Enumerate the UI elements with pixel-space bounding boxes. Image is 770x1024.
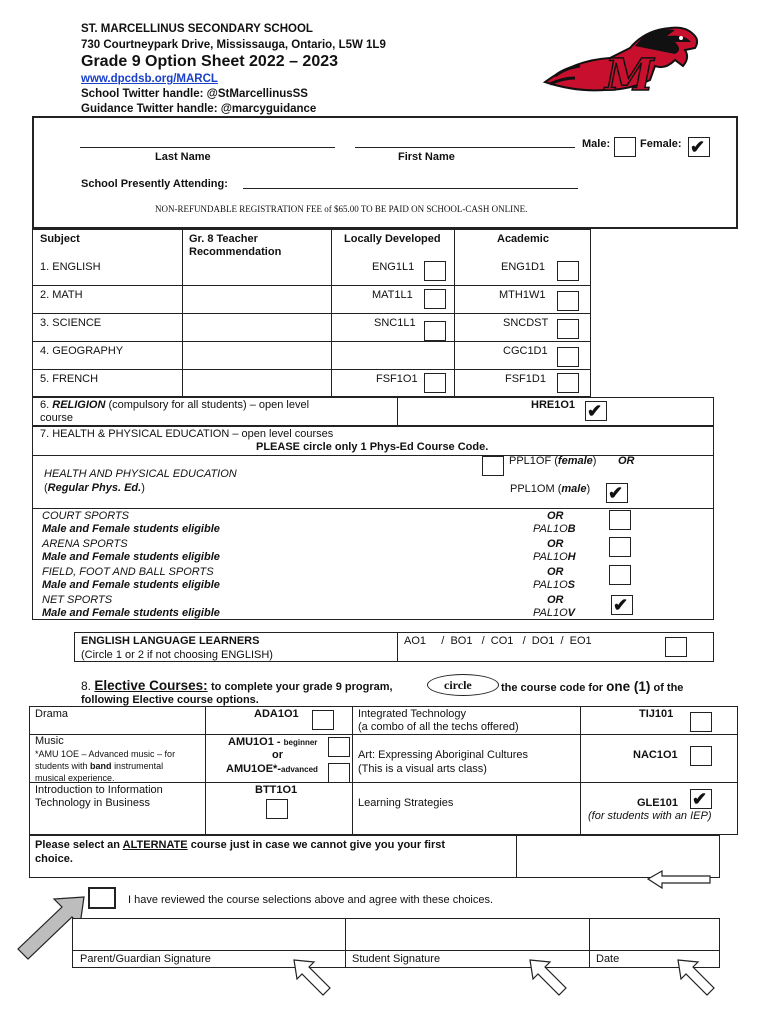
net-sports-eligible: Male and Female students eligible <box>42 607 220 619</box>
learning-strategies-label: Learning Strategies <box>358 797 454 809</box>
code-hre1o1[interactable]: HRE1O1 <box>531 399 576 411</box>
first-name-line[interactable] <box>355 147 575 148</box>
parent-signature-label: Parent/Guardian Signature <box>80 953 211 965</box>
amu1oe-checkbox[interactable] <box>328 763 350 783</box>
subject-science: 3. SCIENCE <box>40 317 102 329</box>
ppl1om-check-mark-icon: ✔ <box>608 483 624 503</box>
school-name: ST. MARCELLINUS SECONDARY SCHOOL <box>81 23 313 35</box>
arena-or: OR <box>547 538 564 550</box>
pal1ob-checkbox[interactable] <box>609 510 631 530</box>
code-eng1l1[interactable]: ENG1L1 <box>372 261 415 273</box>
code-pal1ob[interactable]: PAL1OB <box>533 523 576 535</box>
school-attending-line[interactable] <box>243 188 578 189</box>
code-gle101[interactable]: GLE101 <box>637 797 678 809</box>
male-checkbox[interactable] <box>614 137 636 157</box>
arrow-left-icon <box>644 869 714 893</box>
code-eng1d1[interactable]: ENG1D1 <box>501 261 546 273</box>
parent-signature-field[interactable] <box>73 919 344 949</box>
agree-text: I have reviewed the course selections above and agree with these choices. <box>128 894 494 906</box>
code-amu1o1[interactable]: AMU1O1 - beginner <box>228 736 318 748</box>
ppl1of-checkbox[interactable] <box>482 456 504 476</box>
female-check-mark-icon: ✔ <box>690 137 706 157</box>
field-sports-label: FIELD, FOOT AND BALL SPORTS <box>42 566 214 578</box>
music-note: *AMU 1OE – Advanced music – for students with band instrumental musical experience. <box>35 749 176 783</box>
arena-sports-eligible: Male and Female students eligible <box>42 551 220 563</box>
code-mat1l1[interactable]: MAT1L1 <box>372 289 413 301</box>
code-btt1o1[interactable]: BTT1O1 <box>255 784 298 796</box>
eng1d1-checkbox[interactable] <box>557 261 579 281</box>
fsf1o1-checkbox[interactable] <box>424 373 446 393</box>
gle101-note: (for students with an IEP) <box>588 810 712 822</box>
religion-label-wrap: course <box>40 412 74 424</box>
code-snc1l1[interactable]: SNC1L1 <box>374 317 416 329</box>
music-label: Music <box>35 735 64 747</box>
sncdst-checkbox[interactable] <box>557 319 579 339</box>
header-academic: Academic <box>497 233 549 245</box>
school-attending-label: School Presently Attending: <box>81 178 228 190</box>
school-logo <box>535 20 705 100</box>
first-name-label: First Name <box>398 151 455 163</box>
logo-letter: M <box>605 50 654 101</box>
electives-subheader: following Elective course options. <box>81 694 259 706</box>
ell-codes[interactable]: AO1 / BO1 / CO1 / DO1 / EO1 <box>404 635 592 647</box>
cgc1d1-checkbox[interactable] <box>557 347 579 367</box>
guidance-twitter: Guidance Twitter handle: @marcyguidance <box>81 103 317 115</box>
header-recommendation: Gr. 8 Teacher Recommendation <box>189 233 282 258</box>
circle-word: circle <box>444 678 472 692</box>
arrow-up-left-icon <box>676 958 718 998</box>
code-sncdst[interactable]: SNCDST <box>503 317 549 329</box>
student-signature-field[interactable] <box>346 919 588 949</box>
integrated-tech-label: Integrated Technology <box>358 708 467 720</box>
hpe-subtitle: (Regular Phys. Ed.) <box>44 482 145 494</box>
or-label: OR <box>618 455 635 467</box>
code-ppl1of[interactable]: PPL1OF (female) <box>509 455 597 467</box>
code-pal1ov[interactable]: PAL1OV <box>533 607 575 619</box>
header-subject: Subject <box>40 233 80 245</box>
btt1o1-checkbox[interactable] <box>266 799 288 819</box>
subject-english: 1. ENGLISH <box>40 261 101 273</box>
header-locally-developed: Locally Developed <box>344 233 441 245</box>
code-pal1os[interactable]: PAL1OS <box>533 579 575 591</box>
subject-math: 2. MATH <box>40 289 83 301</box>
nac1o1-checkbox[interactable] <box>690 746 712 766</box>
intro-it-label-2: Technology in Business <box>35 797 150 809</box>
art-note: (This is a visual arts class) <box>358 763 487 775</box>
field-or: OR <box>547 566 564 578</box>
ada1o1-checkbox[interactable] <box>312 710 334 730</box>
amu1o1-checkbox[interactable] <box>328 737 350 757</box>
gle101-check-mark-icon: ✔ <box>692 789 708 809</box>
phys-ed-title: 7. HEALTH & PHYSICAL EDUCATION – open level courses <box>40 428 334 440</box>
fee-note: NON-REFUNDABLE REGISTRATION FEE of $65.00 TO BE PAID ON SCHOOL-CASH ONLINE. <box>155 204 528 214</box>
electives-header-tail: the course code for one (1) of the <box>501 679 684 694</box>
arrow-up-left-icon <box>292 958 334 998</box>
agree-checkbox[interactable] <box>88 887 116 909</box>
code-ada1o1[interactable]: ADA1O1 <box>254 708 299 720</box>
intro-it-label: Introduction to Information <box>35 784 163 796</box>
field-sports-eligible: Male and Female students eligible <box>42 579 220 591</box>
code-cgc1d1[interactable]: CGC1D1 <box>503 345 548 357</box>
hpe-title: HEALTH AND PHYSICAL EDUCATION <box>44 468 237 480</box>
art-label: Art: Expressing Aboriginal Cultures <box>358 749 528 761</box>
code-amu1oe[interactable]: AMU1OE*-advanced <box>226 763 318 775</box>
date-field[interactable] <box>590 919 719 949</box>
ell-checkbox[interactable] <box>665 637 687 657</box>
ell-subtitle: (Circle 1 or 2 if not choosing ENGLISH) <box>81 649 273 661</box>
religion-label: 6. RELIGION (compulsory for all students) – open level <box>40 399 310 411</box>
ell-title: ENGLISH LANGUAGE LEARNERS <box>81 635 260 647</box>
fsf1d1-checkbox[interactable] <box>557 373 579 393</box>
mat1l1-checkbox[interactable] <box>424 289 446 309</box>
page-title: Grade 9 Option Sheet 2022 – 2023 <box>81 53 339 70</box>
tij101-checkbox[interactable] <box>690 712 712 732</box>
hre1o1-check-mark-icon: ✔ <box>587 401 603 421</box>
female-label: Female: <box>640 138 682 150</box>
arena-sports-label: ARENA SPORTS <box>42 538 128 550</box>
eng1l1-checkbox[interactable] <box>424 261 446 281</box>
court-sports-label: COURT SPORTS <box>42 510 129 522</box>
music-or: or <box>272 749 283 761</box>
date-label: Date <box>596 953 620 965</box>
code-ppl1om[interactable]: PPL1OM (male) <box>510 483 591 495</box>
court-sports-eligible: Male and Female students eligible <box>42 523 220 535</box>
pal1os-checkbox[interactable] <box>609 565 631 585</box>
code-nac1o1[interactable]: NAC1O1 <box>633 749 678 761</box>
alternate-text: Please select an ALTERNATE course just in case we cannot give you your first <box>35 839 446 851</box>
last-name-label: Last Name <box>155 151 211 163</box>
code-tij101[interactable]: TIJ101 <box>639 708 674 720</box>
subject-geography: 4. GEOGRAPHY <box>40 345 124 357</box>
student-signature-label: Student Signature <box>352 953 441 965</box>
school-url-link[interactable]: www.dpcdsb.org/MARCL <box>81 73 218 85</box>
last-name-line[interactable] <box>80 147 335 148</box>
code-fsf1d1[interactable]: FSF1D1 <box>505 373 546 385</box>
pal1oh-checkbox[interactable] <box>609 537 631 557</box>
arrow-up-left-icon <box>528 958 570 998</box>
mth1w1-checkbox[interactable] <box>557 291 579 311</box>
net-or: OR <box>547 594 564 606</box>
net-sports-label: NET SPORTS <box>42 594 113 606</box>
alternate-text-2: choice. <box>35 853 73 865</box>
code-mth1w1[interactable]: MTH1W1 <box>499 289 546 301</box>
phys-ed-instruction: PLEASE circle only 1 Phys-Ed Course Code. <box>256 441 489 453</box>
code-pal1oh[interactable]: PAL1OH <box>533 551 576 563</box>
snc1l1-checkbox[interactable] <box>424 321 446 341</box>
school-twitter: School Twitter handle: @StMarcellinusSS <box>81 88 308 100</box>
subject-french: 5. FRENCH <box>40 373 99 385</box>
school-address: 730 Courtneypark Drive, Mississauga, Ontario, L5W 1L9 <box>81 39 386 51</box>
drama-label: Drama <box>35 708 69 720</box>
pal1ov-check-mark-icon: ✔ <box>613 595 629 615</box>
male-label: Male: <box>582 138 611 150</box>
integrated-tech-note: (a combo of all the techs offered) <box>358 721 519 733</box>
code-fsf1o1[interactable]: FSF1O1 <box>376 373 418 385</box>
court-or: OR <box>547 510 564 522</box>
electives-header: 8. Elective Courses: to complete your grade 9 program, <box>81 678 393 693</box>
